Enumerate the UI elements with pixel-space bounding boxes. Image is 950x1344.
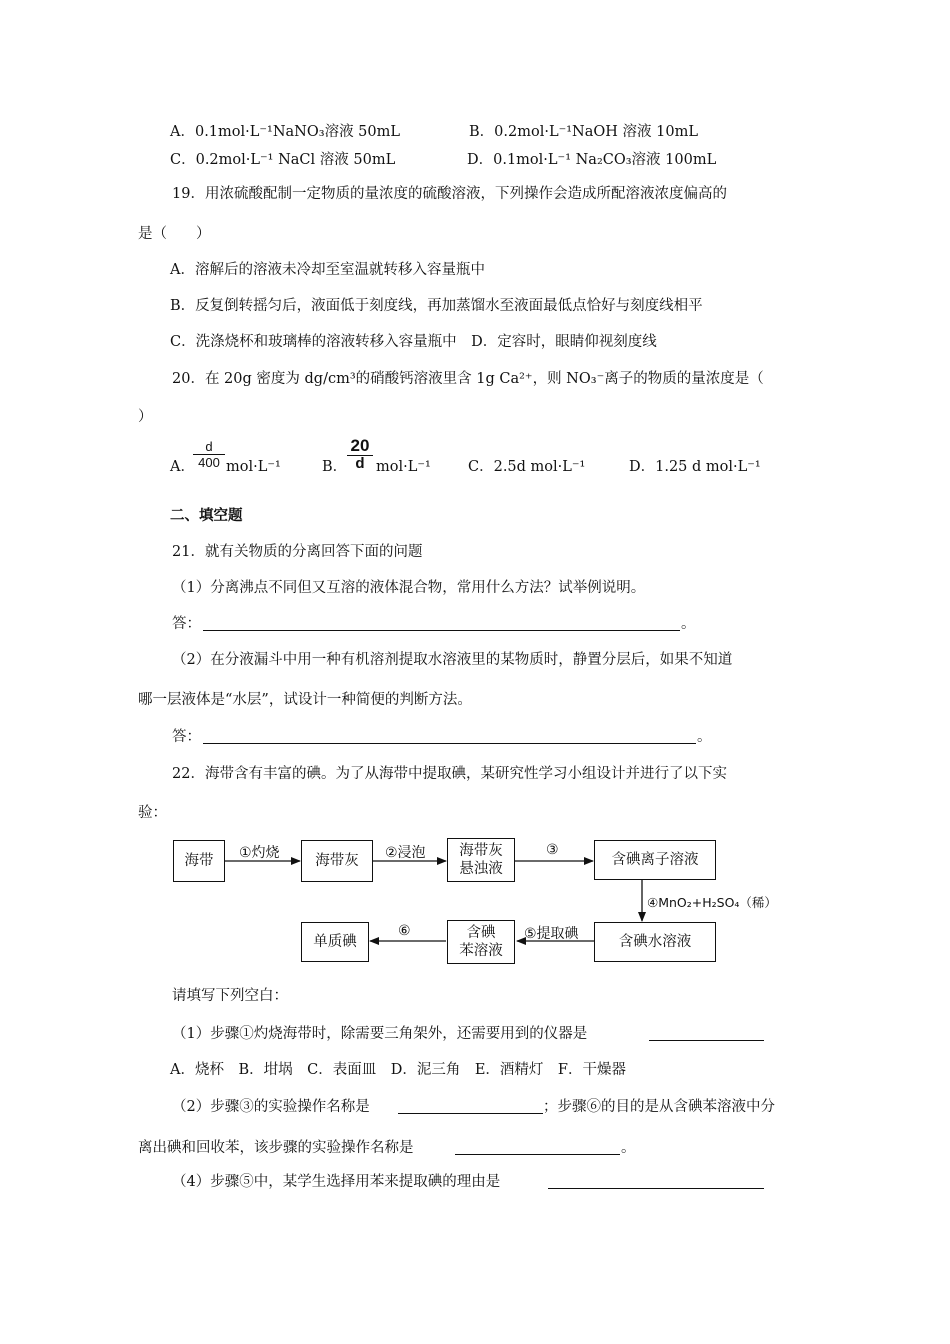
q21-part2-line2: 哪一层液体是“水层”，试设计一种简便的判断方法。 (138, 692, 472, 708)
q22-part1: （1）步骤①灼烧海带时，除需要三角架外，还需要用到的仪器是 (172, 1026, 588, 1042)
flow-box-iodine-water: 含碘水溶液 (594, 922, 716, 962)
flow-box-elemental-iodine: 单质碘 (301, 922, 369, 962)
q20-option-b-numerator: 20 (350, 436, 370, 455)
flow-box-ash-suspension: 海带灰 悬浊液 (447, 838, 515, 882)
q20-option-b-label: B． (322, 459, 348, 475)
flow-label-step1: ①灼烧 (239, 845, 280, 861)
q22-part1-options: A．烧杯 B．坩埚 C．表面皿 D．泥三角 E．酒精灯 F．干燥器 (170, 1062, 626, 1078)
section-title: 二、填空题 (170, 508, 243, 524)
q19-option-b: B．反复倒转摇匀后，液面低于刻度线，再加蒸馏水至液面最低点恰好与刻度线相平 (170, 298, 703, 314)
q21-answer1-label: 答： (172, 616, 201, 632)
flow-box-iodine-benzene: 含碘 苯溶液 (447, 920, 515, 964)
q20-stem-line1: 20．在 20g 密度为 dg/cm³的硝酸钙溶液里含 1g Ca²⁺，则 NO₃⁻离子的物质的量浓度是（ (172, 371, 764, 387)
q21-stem: 21．就有关物质的分离回答下面的问题 (172, 544, 423, 560)
q20-option-a-denominator: 400 (198, 455, 220, 470)
flow-label-step3: ③ (546, 842, 559, 858)
flow-label-step4: ④MnO₂+H₂SO₄（稀） (647, 895, 777, 910)
flow-label-step6: ⑥ (398, 923, 411, 939)
q22-part2-blank1[interactable] (398, 1112, 543, 1114)
q22-part2-blank2[interactable] (455, 1153, 620, 1155)
q20-option-b-denominator: d (355, 455, 365, 472)
flow-label-step2: ②浸泡 (385, 845, 426, 861)
q21-part1: （1）分离沸点不同但又互溶的液体混合物，常用什么方法？试举例说明。 (172, 580, 646, 596)
q20-option-b-unit: mol·L⁻¹ (376, 459, 431, 475)
q21-answer1-end: 。 (681, 616, 696, 632)
q22-part2-end: 。 (621, 1140, 636, 1156)
q19-stem-line2: 是（ ） (138, 226, 211, 242)
q22-part4-blank[interactable] (548, 1187, 764, 1189)
q22-fill-intro: 请填写下列空白： (172, 988, 288, 1004)
q18-option-d: D．0.1mol·L⁻¹ Na₂CO₃溶液 100mL (467, 152, 717, 168)
q19-stem-line1: 19．用浓硫酸配制一定物质的量浓度的硫酸溶液，下列操作会造成所配溶液浓度偏高的 (172, 186, 727, 202)
flow-label-step5: ⑤提取碘 (524, 926, 579, 942)
flow-box-seaweed: 海带 (173, 840, 225, 882)
q21-part2-line1: （2）在分液漏斗中用一种有机溶剂提取水溶液里的某物质时，静置分层后，如果不知道 (172, 652, 733, 668)
q21-answer2-end: 。 (697, 729, 712, 745)
q20-stem-line2: ） (138, 409, 153, 425)
q22-stem-line1: 22．海带含有丰富的碘。为了从海带中提取碘，某研究性学习小组设计并进行了以下实 (172, 766, 727, 782)
q22-part2-a: （2）步骤③的实验操作名称是 (172, 1099, 370, 1115)
q20-option-a-unit: mol·L⁻¹ (226, 459, 281, 475)
q21-answer2-label: 答： (172, 729, 201, 745)
q22-part2-b: ；步骤⑥的目的是从含碘苯溶液中分 (543, 1099, 775, 1115)
q20-option-c: C．2.5d mol·L⁻¹ (468, 459, 586, 475)
flow-box-seaweed-ash: 海带灰 (301, 840, 373, 882)
flow-box-iodide-solution: 含碘离子溶液 (594, 840, 716, 880)
q18-option-b: B．0.2mol·L⁻¹NaOH 溶液 10mL (469, 124, 698, 140)
q18-option-a: A．0.1mol·L⁻¹NaNO₃溶液 50mL (170, 124, 401, 140)
q22-stem-line2: 验： (138, 805, 167, 821)
q19-option-cd: C．洗涤烧杯和玻璃棒的溶液转移入容量瓶中 D．定容时，眼睛仰视刻度线 (170, 334, 657, 350)
q22-part2-c: 离出碘和回收苯，该步骤的实验操作名称是 (138, 1140, 414, 1156)
q19-option-a: A．溶解后的溶液未冷却至室温就转移入容量瓶中 (170, 262, 485, 278)
q20-option-d: D．1.25 d mol·L⁻¹ (629, 459, 761, 475)
q18-option-c: C．0.2mol·L⁻¹ NaCl 溶液 50mL (170, 152, 396, 168)
q22-part1-blank[interactable] (649, 1039, 764, 1041)
q20-option-a-numerator: d (205, 439, 213, 454)
q20-option-a-label: A． (170, 459, 195, 475)
q22-part4: （4）步骤⑤中，某学生选择用苯来提取碘的理由是 (172, 1174, 501, 1190)
